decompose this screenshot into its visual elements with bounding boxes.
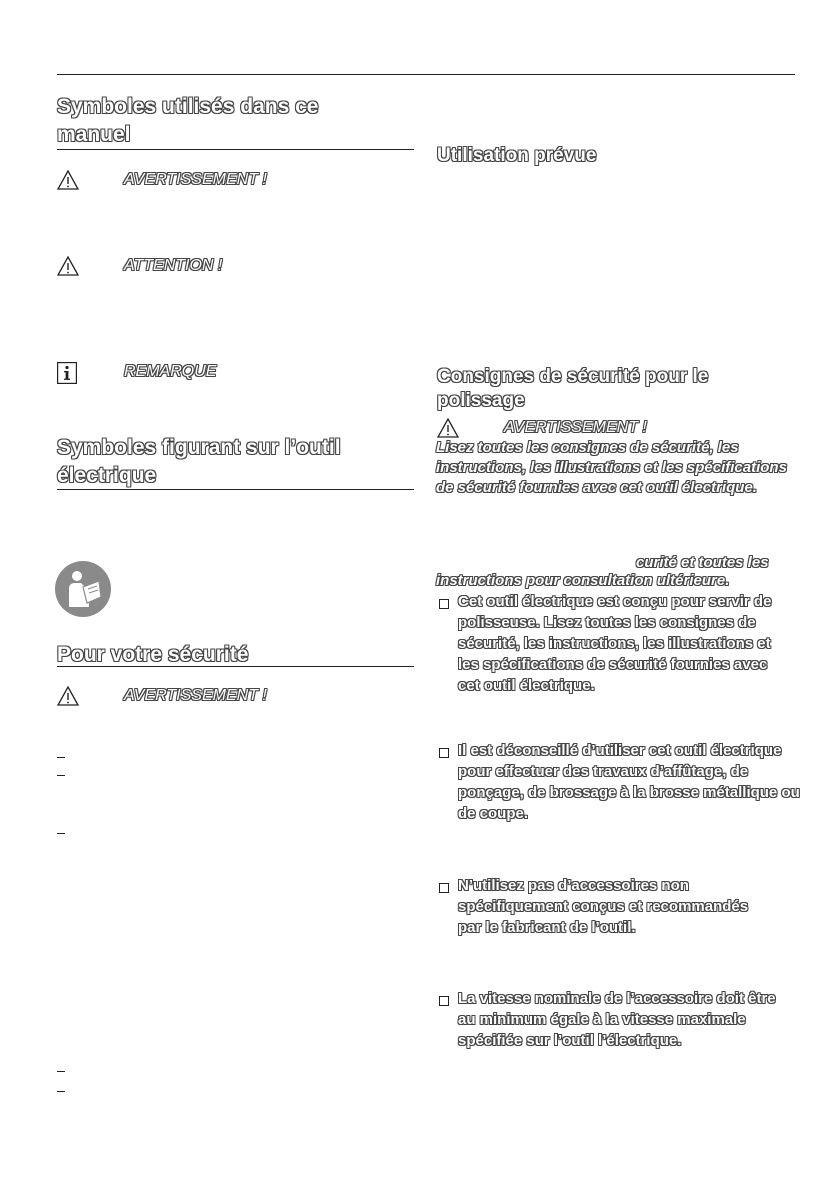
heading-safety: Pour votre sécurité: [57, 643, 249, 666]
caution-triangle-icon: [57, 256, 79, 276]
bullet-marker: [439, 599, 449, 609]
signal-note: REMARQUE: [124, 363, 217, 380]
read-manual-icon: [55, 561, 111, 617]
dash-marker: [57, 833, 65, 834]
warning-triangle-icon: [57, 170, 79, 190]
heading-rule: [57, 489, 414, 490]
heading-rule: [57, 666, 414, 667]
dash-marker: [57, 1091, 65, 1092]
safety-bullet-2: Il est déconseillé d’utiliser cet outil électrique pour effectuer des travaux d’affûtage, de ponçage, de brossage à la brosse métallique ou de coupe.: [458, 742, 800, 822]
dash-marker: [57, 1071, 65, 1072]
safety-bullet-4: La vitesse nominale de l’accessoire doit être au minimum égale à la vitesse maximale spécifiée sur l’outil l’électrique.: [458, 990, 776, 1049]
dash-marker: [57, 775, 65, 776]
dash-marker: [57, 757, 65, 758]
top-rule: [57, 74, 795, 75]
bullet-marker: [439, 748, 449, 758]
warning-triangle-icon: [57, 686, 79, 706]
signal-warning-polishing: AVERTISSEMENT !: [504, 419, 647, 436]
safety-bullet-3: N’utilisez pas d’accessoires non spécifiquement conçus et recommandés par le fabricant de l’outil.: [458, 877, 749, 936]
heading-rule: [57, 149, 414, 150]
signal-warning: AVERTISSEMENT !: [124, 171, 267, 188]
signal-warning-safety: AVERTISSEMENT !: [124, 687, 267, 704]
warning-triangle-icon: [437, 418, 459, 438]
safety-bullet-1: Cet outil électrique est conçu pour servir de polisseuse. Lisez toutes les consignes de sécurité, les instructions, les illustrations et les spécifications de sécurité fournies avec cet outil électrique.: [458, 593, 772, 694]
bullet-marker: [439, 883, 449, 893]
heading-tool-symbols: Symboles figurant sur l’outil électrique: [57, 436, 341, 487]
info-icon: [57, 362, 77, 384]
keep-instructions-text: curité et toutes les: [636, 554, 769, 571]
heading-symbols: Symboles utilisés dans ce manuel: [57, 95, 319, 146]
heading-polishing-safety: Consignes de sécurité pour le polissage: [437, 366, 709, 411]
signal-caution: ATTENTION !: [124, 257, 223, 274]
keep-instructions-text: instructions pour consultation ultérieure.: [436, 572, 730, 589]
warning-text: Lisez toutes les consignes de sécurité, les instructions, les illustrations et les spécifications de sécurité fournies avec cet outil électrique.: [436, 439, 787, 496]
bullet-marker: [439, 996, 449, 1006]
heading-intended-use: Utilisation prévue: [437, 145, 597, 166]
